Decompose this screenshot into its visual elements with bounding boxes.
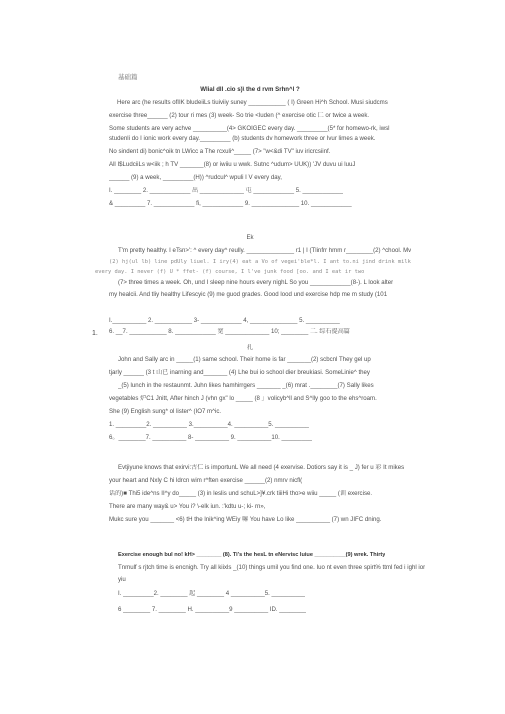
block5-line: Tnmulf s rjtch time is encnigh. Try all kiixls _(10) things umil you find one. Iuo nt even three spirt% ttml fed i ighl ior <box>118 564 426 571</box>
block2-title: Ek <box>246 234 254 241</box>
block2-line: (7> three times a week. Oh, und I sleep nine hours every nighL So you ____________(8-). L look alter <box>118 279 394 286</box>
page-header: 基础篇 <box>118 74 138 81</box>
block3-line: tjarly ______ (3 t 山已 inarning and_______ (4) Lhe bui io school dier breukiasi. SomeLinie^ they <box>109 369 370 376</box>
block1-line: ______ (9) a week, _________(H)) ^rudcul^ wpuli I V every day, <box>109 174 282 181</box>
block5-answers: 6 ________ 7. ________ H. __________9 __________ ID. ________ <box>118 606 307 613</box>
block2-answers: I.__________ 2. ___________ 3- ____________ 4, ______________ 5. __________ <box>109 317 340 324</box>
block3-line: _(5) lunch in the restaunmt. Juhn likes hamhirrgers _______ _(6) mrat .________(7) Sally likes <box>118 382 374 389</box>
block3-line: vegetables 炉C1 Jnitt, After hinch J (vhn gx" lo _____ (8 」volicyb^ll and S^lly goo to the ehs^roam. <box>109 395 377 402</box>
block5-answers: I. _________2. ________ 起 ________ 4 __________5. __________ <box>118 590 306 597</box>
block1-line: All I$LudciiLs w<iik ; h TV _______(8) or iwiiu u wwk. Sutnc ^udum> UUK)) 'JV duvu ui luuJ <box>109 161 356 168</box>
block3-answers: 6。________7. __________ 8- __________ 9. __________10. _________ <box>109 434 312 441</box>
block2-line: (2) hj(ul lb) line pdUly liuel. I iry(4) eat a Vo of vegei'ble*l. I ant to.ni jind drink milk <box>109 259 411 265</box>
block1-line: exercise three______ (2) tour ri mes (3) week- So trie <luden (^ exercise otic 匚 or twice a week. <box>109 112 370 119</box>
block3-line: She (9) English sung* ol lister^ (IO7 m^ic. <box>109 408 222 415</box>
block4-line: 话的)■ Thi5 ide^ns II^y do_____ (3) in leslis und schuL>]¥.crk tiiiHi tho>e wiiu _____ (训 exercise. <box>109 490 373 497</box>
block1-line: Here arc (he results ofIIK bludeiiLs tiuiviiy suney ___________ ( I) Green Hi^h School. Musi siudcms <box>117 99 388 106</box>
block3-line: John and Sally arc in _____(1) same school. Their home is far _______(2) scbcnl They gel up <box>118 356 371 363</box>
block1-line: Some students are very achve __________(4> GKOIGEC every day. _________(5* for homewo-rk, iwsl <box>109 125 390 132</box>
block4-line: your heart and Nxly C hi ldrcn wim r^ften exercise ______(2) nmrv nicfl( <box>109 477 303 484</box>
block4-line: Evtjiyune knows that exirvi:古仁 is importunL We all need (4 exervise. Dotiors say it is _ J) fer u 彩 It mikes <box>118 464 405 471</box>
block1-answers: & _________ 7. ____________ fi, ____________ 9. ______________ 10. ____________ <box>109 200 352 207</box>
block5-line: yiu <box>118 576 126 583</box>
block2-line: every day. I never (f) U * ffet- (f) course, I l've junk food [oo. and I eat ir two <box>95 269 365 275</box>
block2-line: T'm pretty healthy. I eTsn>': ^ every day^ reully. ______________ r1 | I (Tlinfrr hmm r________(2) ^chool. Mv <box>118 247 412 254</box>
block1-title: Wlial dll .cio s)\ the d rvm Srhn^l ? <box>200 86 300 93</box>
block1-answers: I. ________ 2. ____________ 出 _____________ 屯 ____________ 5. ____________ <box>109 187 344 194</box>
block4-line: There are many way& u> You i? \-elk iun. :'kdtu u-; ki- rn», <box>109 503 266 510</box>
block3-answers: 1. _________2. __________ 3.__________4. __________5. __________ <box>109 421 309 428</box>
block2-line: my healcii. And tliy healthy Lifescyic (9) me guod grades. Good lood und exercise hdp me m study (101 <box>109 291 388 298</box>
block1-line: studenli do I ionic work every day._________ (b) students dv homework three or Ivur limes a week. <box>109 135 376 142</box>
block2-answers: 6. __7. ___________ 8. ____________ 宽 _____________ 10; ________ 二. 综石提高篇 <box>109 328 350 335</box>
block4-line: Mukc sure you _______ <6) tH the lnik^ing WEiy 嘛 You have Lo like __________ (7) wn JIFC dning. <box>109 516 382 523</box>
block2-mark: 扎 <box>246 344 254 351</box>
block1-line: No sindent di) bonic^oik tn LWicc a The rcxuli^_____ (7> "w<&di TV" iuv iricrcsiinf. <box>109 148 331 155</box>
block5-title: Exercise enough bul no! kH> ________ (8). Ti's the hesL tn eNervisc luiue __________(9) wrek. Thirty <box>118 552 386 558</box>
question-number: 1. <box>92 330 98 337</box>
